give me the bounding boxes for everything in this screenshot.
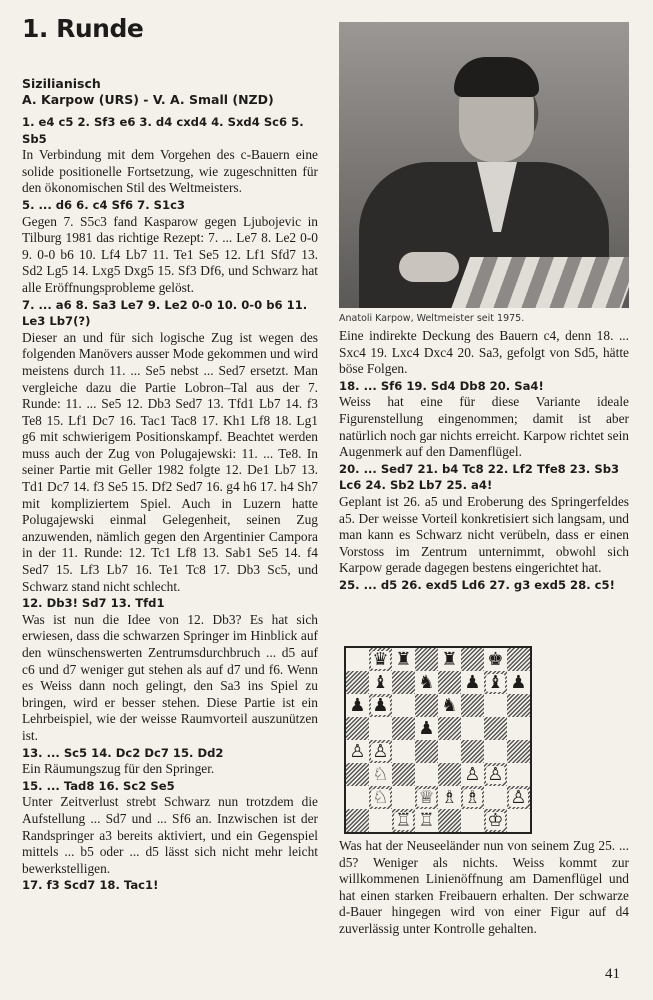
board-square bbox=[392, 717, 415, 740]
move-sequence: 15. ... Tad8 16. Sc2 Se5 bbox=[22, 778, 175, 793]
chess-piece: ♜ bbox=[395, 648, 412, 670]
chess-piece: ♘ bbox=[372, 763, 389, 785]
board-square bbox=[392, 786, 415, 809]
move-sequence: 20. ... Sed7 21. b4 Tc8 22. Lf2 Tfe8 23. Sb3 Lc6 24. Sb2 Lb7 25. a4! bbox=[339, 461, 620, 493]
chess-piece: ♚ bbox=[487, 648, 504, 670]
move-sequence: 25. ... d5 26. exd5 Ld6 27. g3 exd5 28. c5! bbox=[339, 577, 615, 592]
left-body bbox=[22, 114, 318, 894]
board-square bbox=[415, 763, 438, 786]
right-column bbox=[339, 328, 629, 594]
chess-piece: ♟ bbox=[464, 671, 481, 693]
move-sequence: 17. f3 Scd7 18. Tac1! bbox=[22, 878, 159, 893]
board-square bbox=[369, 786, 392, 809]
board-square bbox=[392, 809, 415, 832]
board-square bbox=[346, 740, 369, 763]
board-square bbox=[346, 786, 369, 809]
board-square bbox=[415, 717, 438, 740]
board-square bbox=[369, 740, 392, 763]
board-square bbox=[392, 763, 415, 786]
board-square bbox=[507, 717, 530, 740]
board-square bbox=[484, 786, 507, 809]
chess-piece: ♙ bbox=[487, 763, 504, 785]
right-body bbox=[339, 328, 629, 594]
board-square bbox=[484, 763, 507, 786]
board-square bbox=[346, 717, 369, 740]
board-square bbox=[484, 809, 507, 832]
karpow-photo bbox=[339, 22, 629, 308]
chess-piece: ♙ bbox=[464, 763, 481, 785]
photo-caption: Anatoli Karpow, Weltmeister seit 1975. bbox=[339, 313, 525, 324]
after-diagram-text: Was hat der Neuseeländer nun von seinem Zug 25. ... d5? Weniger als nichts. Weiss kommt zur willkommenen Linienöffnung am Damenflügel und hat einen starken Freibauern erhalten. Der schwarze d-Bauer hingegen wird von einer Figur auf d4 zuverlässig unter Kontrolle gehalten. bbox=[339, 838, 629, 936]
chess-piece: ♟ bbox=[418, 717, 435, 739]
move-sequence: 1. e4 c5 2. Sf3 e6 3. d4 cxd4 4. Sxd4 Sc6 5. Sb5 bbox=[22, 115, 304, 146]
chess-piece: ♘ bbox=[372, 786, 389, 808]
board-square bbox=[346, 671, 369, 694]
board-square bbox=[415, 648, 438, 671]
chess-piece: ♙ bbox=[349, 740, 366, 762]
chess-piece: ♞ bbox=[441, 694, 458, 716]
board-square bbox=[484, 717, 507, 740]
board-square bbox=[392, 671, 415, 694]
chess-piece: ♙ bbox=[372, 740, 389, 762]
board-square bbox=[484, 740, 507, 763]
board-square bbox=[346, 809, 369, 832]
chess-piece: ♜ bbox=[441, 648, 458, 670]
chess-piece: ♗ bbox=[464, 786, 481, 808]
board-square bbox=[438, 717, 461, 740]
board-square bbox=[507, 648, 530, 671]
move-sequence: 18. ... Sf6 19. Sd4 Db8 20. Sa4! bbox=[339, 378, 544, 393]
board-square bbox=[415, 809, 438, 832]
board-square bbox=[461, 717, 484, 740]
chess-piece: ♖ bbox=[395, 809, 412, 831]
board-square bbox=[369, 717, 392, 740]
chess-piece: ♙ bbox=[510, 786, 527, 808]
board-square bbox=[415, 740, 438, 763]
board-square bbox=[507, 740, 530, 763]
board-square bbox=[461, 809, 484, 832]
commentary-paragraph: In Verbindung mit dem Vorgehen des c-Bauern eine solide positionelle Fortsetzung, wie zugeschnitten für den ökonomischen Stil des Weltmeisters. bbox=[22, 147, 318, 196]
board-square bbox=[461, 671, 484, 694]
chess-piece: ♛ bbox=[372, 648, 389, 670]
board-square bbox=[438, 740, 461, 763]
board-square bbox=[346, 648, 369, 671]
chess-diagram bbox=[344, 646, 532, 834]
board-square bbox=[346, 694, 369, 717]
board-square bbox=[461, 786, 484, 809]
commentary-paragraph: Gegen 7. S5c3 fand Kasparow gegen Ljubojevic in Tilburg 1981 das richtige Rezept: 7. ... Le7 8. Le2 0-0 9. 0-0 b6 10. Lf4 Lb7 11. Te1 Se5 12. Lf1 Sfd7 13. Sd2 Lg5 14. Lxg5 Dxg5 15. Sf3 Df6, und Schwarz hat alle Eröffnungsprobleme gelöst. bbox=[22, 213, 318, 295]
board-square bbox=[438, 648, 461, 671]
chess-piece: ♟ bbox=[510, 671, 527, 693]
board-square bbox=[369, 809, 392, 832]
move-sequence: 7. ... a6 8. Sa3 Le7 9. Le2 0-0 10. 0-0 b6 11. Le3 Lb7(?) bbox=[22, 297, 308, 329]
chess-piece: ♝ bbox=[487, 671, 504, 693]
board-square bbox=[438, 694, 461, 717]
board-square bbox=[484, 694, 507, 717]
board-square bbox=[461, 740, 484, 763]
board-square bbox=[346, 763, 369, 786]
chess-piece: ♟ bbox=[372, 694, 389, 716]
commentary-paragraph: Was ist nun die Idee von 12. Db3? Es hat sich erwiesen, dass die schwarzen Springer im Hinblick auf den wünschenswerten Zentrumsdurchbruch ... d5 auf c6 und d7 weniger gut stehen als auf d7 und f6. Wenn es Weiss dann noch gelingt, den Sa3 ins Spiel zu bringen, wird er besser stehen. Diese Partie ist ein Lehrbeispiel, wie der weisse Raumvorteil auszunützen ist. bbox=[22, 611, 318, 743]
board-square bbox=[507, 671, 530, 694]
board-square bbox=[507, 694, 530, 717]
board-square bbox=[461, 694, 484, 717]
board-square bbox=[438, 763, 461, 786]
commentary-paragraph: Weiss hat eine für diese Variante ideale Figurenstellung eingenommen; damit ist aber natürlich noch gar nichts erreicht. Karpow richtet sein Augenmerk auf den Damenflügel. bbox=[339, 394, 629, 460]
board-square bbox=[461, 648, 484, 671]
left-column bbox=[22, 76, 318, 894]
board-square bbox=[369, 694, 392, 717]
board-square bbox=[415, 671, 438, 694]
board-square bbox=[438, 671, 461, 694]
chess-piece: ♕ bbox=[418, 786, 435, 808]
board-square bbox=[438, 809, 461, 832]
board-square bbox=[369, 671, 392, 694]
page-title: 1. Runde bbox=[22, 14, 144, 43]
chess-piece: ♔ bbox=[487, 809, 504, 831]
board-square bbox=[507, 809, 530, 832]
board-square bbox=[484, 648, 507, 671]
commentary-paragraph: Eine indirekte Deckung des Bauern c4, denn 18. ... Sxc4 19. Lxc4 Dxc4 20. Sa3, gefolgt von Sd5, hätte böse Folgen. bbox=[339, 328, 629, 377]
board-square bbox=[392, 648, 415, 671]
board-square bbox=[369, 648, 392, 671]
board-square bbox=[415, 694, 438, 717]
commentary-paragraph: Ein Räumungszug für den Springer. bbox=[22, 761, 215, 777]
commentary-paragraph: Unter Zeitverlust strebt Schwarz nun trotzdem die Aufstellung ... Sd7 und ... Sf6 an. Inzwischen ist der Randspringer a3 bereits aktiviert, und ein Gegenspiel mittels ... b5 oder ... d5 lässt sich nicht mehr leicht bewerkstelligen. bbox=[22, 794, 318, 876]
chess-piece: ♟ bbox=[349, 694, 366, 716]
board-square bbox=[392, 694, 415, 717]
board-square bbox=[438, 786, 461, 809]
commentary-paragraph: Dieser an und für sich logische Zug ist wegen des folgenden Manövers ausser Mode gekommen und wird meistens durch 11. ... Se5 nebst ... Sed7 ersetzt. Man vergleiche dazu die Partie Lobron–Tal aus der 7. Runde: 11. ... Se5 12. Db3 Sed7 13. Tfd1 Lb7 14. f3 Te8 15. Lf1 Dc7 16. Tac1 Tac8 17. Kh1 Lf8 18. Lg1 g6 mit schwierigem Positionskampf. Beachtet werden muss auch der Zug von Polugajewski: 11. ... Te8. In seiner Partie mit Geller 1982 folgte 12. De1 Lb7 13. Td1 Dc7 14. f3 Se5 15. Df2 Sed7 16. g4 h6 17. h4 Sh7 mit kompliziertem Spiel. Auch in Luzern hatte Polugajewski einmal Gelegenheit, seinen Zug anzuwenden, nämlich gegen den Argentinier Campora in der 11. Runde: 12. Tc1 Lf8 13. Sab1 Se5 14. f4 Sed7 15. Lf3 Lb7 16. Te1 Tc8 17. Db3 Sc5, und Schwarz stand nicht schlecht. bbox=[22, 329, 319, 594]
move-sequence: 5. ... d6 6. c4 Sf6 7. S1c3 bbox=[22, 197, 186, 212]
chess-piece: ♖ bbox=[418, 809, 435, 831]
chess-piece: ♝ bbox=[372, 671, 389, 693]
board-square bbox=[461, 763, 484, 786]
commentary-paragraph: Geplant ist 26. a5 und Eroberung des Springerfeldes a5. Der weisse Vorteil konkretisiert sich langsam, und man kann es Schwarz nicht verübeln, dass er einen Vorstoss im Zentrum unternimmt, obwohl sich Karpow gerade dagegen bestens eingerichtet hat. bbox=[339, 493, 629, 576]
page-number: 41 bbox=[605, 966, 620, 982]
players-heading: A. Karpow (URS) - V. A. Small (NZD) bbox=[22, 92, 274, 107]
board-square bbox=[392, 740, 415, 763]
board-square bbox=[415, 786, 438, 809]
chess-piece: ♗ bbox=[441, 786, 458, 808]
opening-name: Sizilianisch bbox=[22, 76, 101, 91]
board-square bbox=[369, 763, 392, 786]
board-square bbox=[507, 763, 530, 786]
move-sequence: 13. ... Sc5 14. Dc2 Dc7 15. Dd2 bbox=[22, 745, 224, 760]
move-sequence: 12. Db3! Sd7 13. Tfd1 bbox=[22, 596, 165, 611]
board-square bbox=[507, 786, 530, 809]
chess-piece: ♞ bbox=[418, 671, 435, 693]
board-square bbox=[484, 671, 507, 694]
